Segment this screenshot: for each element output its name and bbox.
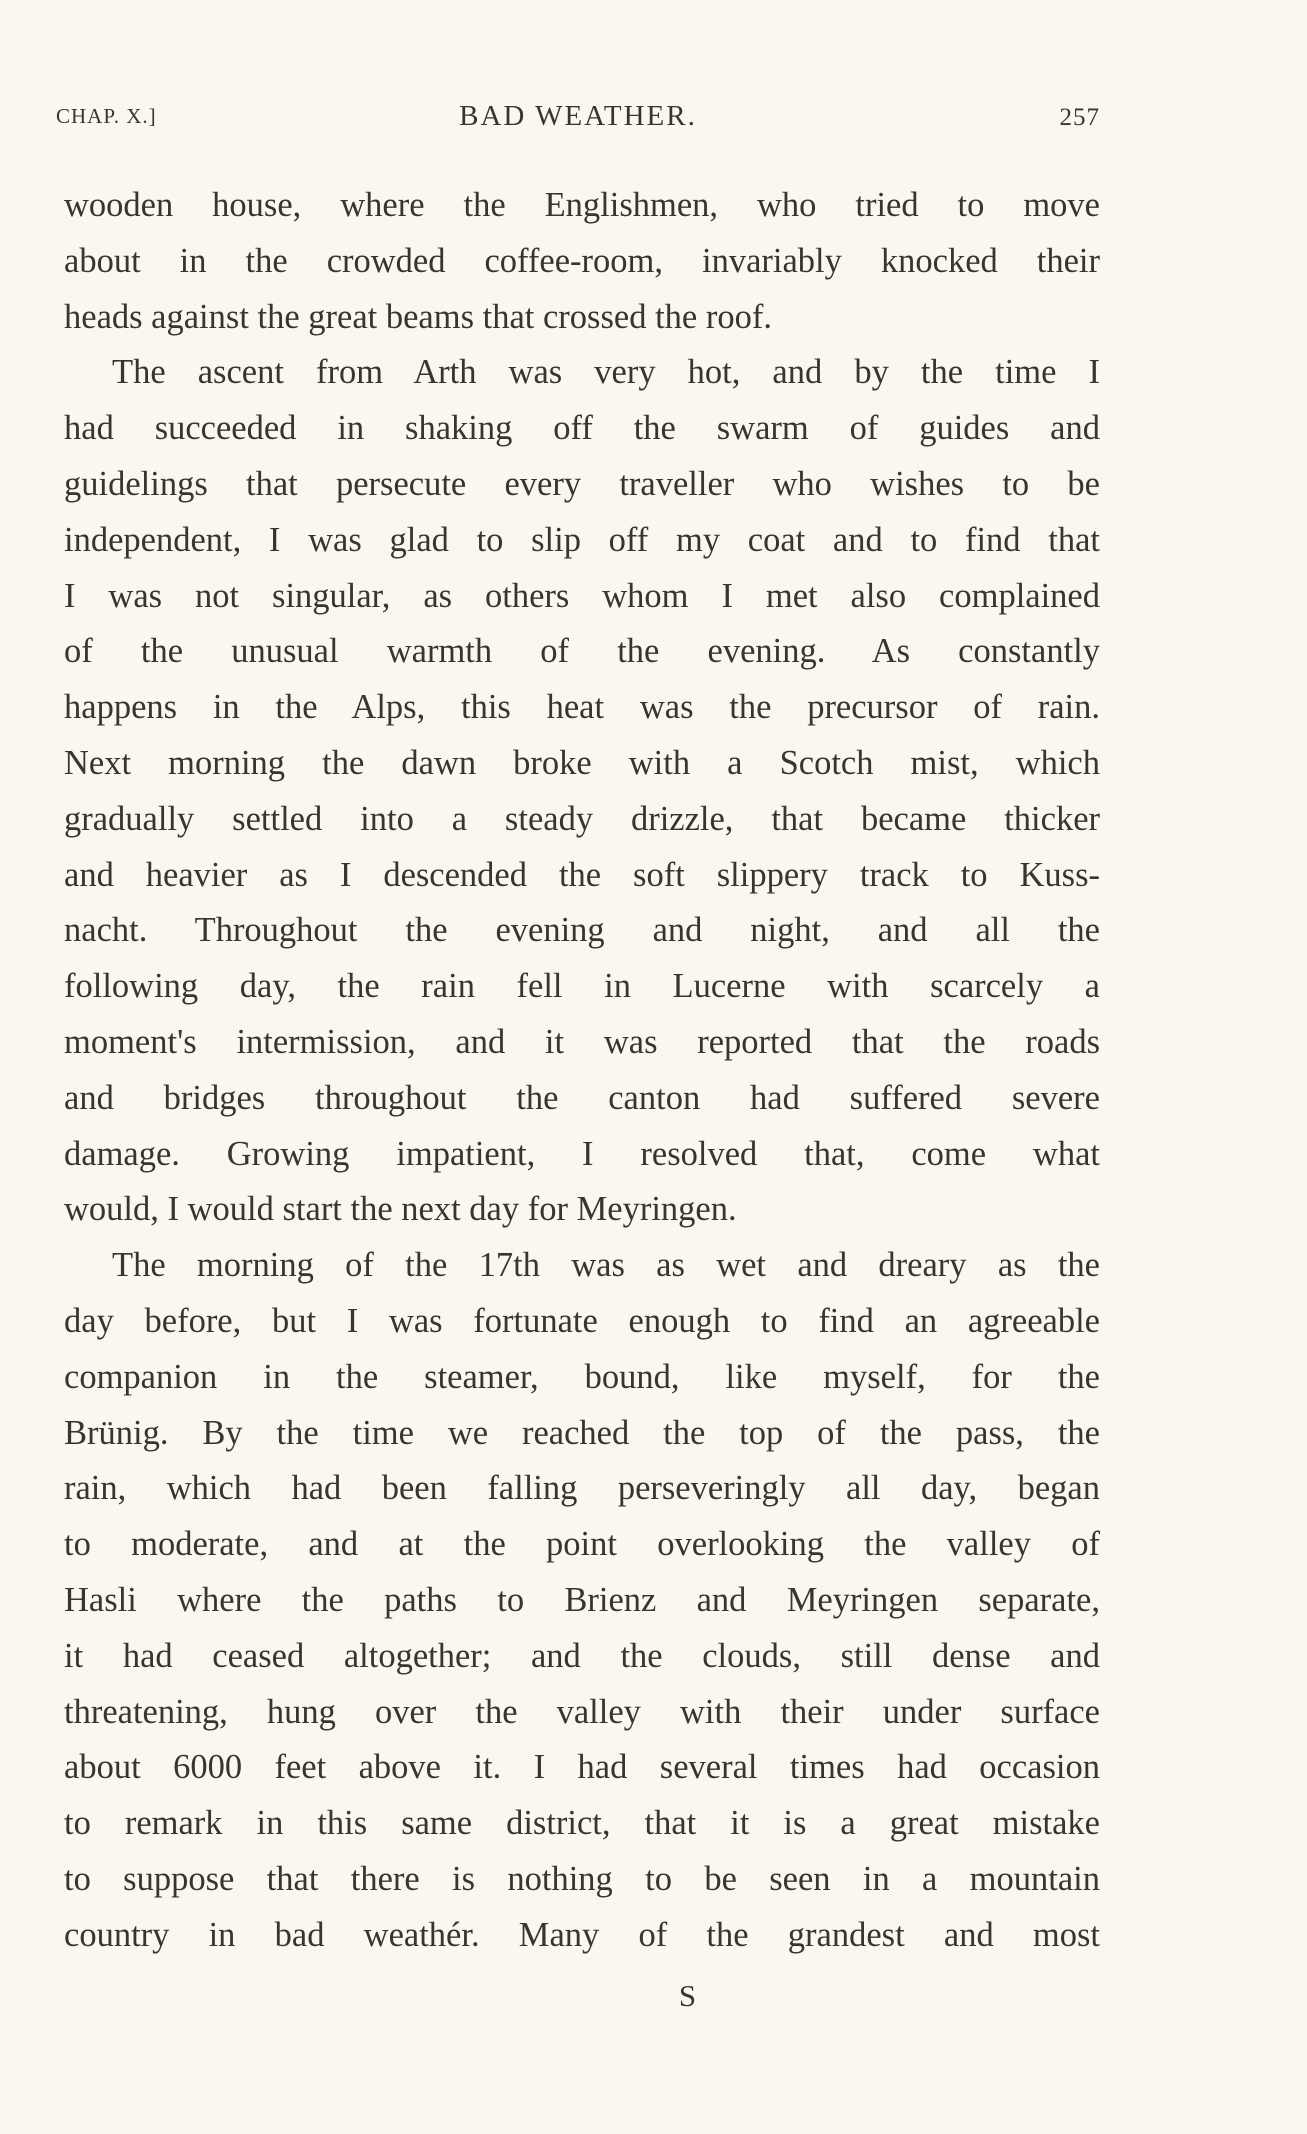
page-title: BAD WEATHER.	[459, 100, 697, 132]
text-line: moment's intermission, and it was reported that the roads	[64, 1022, 1100, 1061]
text-line: day before, but I was fortunate enough to find an agreeable	[64, 1301, 1100, 1340]
text-line: and heavier as I descended the soft slippery track to Kuss-	[64, 855, 1100, 894]
text-line: companion in the steamer, bound, like myself, for the	[64, 1357, 1100, 1396]
text-line: would, I would start the next day for Meyringen.	[64, 1190, 737, 1229]
text-line: nacht. Throughout the evening and night, and all the	[64, 911, 1100, 950]
text-line: Hasli where the paths to Brienz and Meyringen separate,	[64, 1580, 1100, 1619]
text-line: to moderate, and at the point overlooking the valley of	[64, 1525, 1100, 1564]
text-line: had succeeded in shaking off the swarm of guides and	[64, 409, 1100, 448]
text-line: to remark in this same district, that it is a great mistake	[64, 1804, 1100, 1843]
text-line: about 6000 feet above it. I had several times had occasion	[64, 1748, 1100, 1787]
text-line: Brünig. By the time we reached the top of the pass, the	[64, 1413, 1100, 1452]
text-line: happens in the Alps, this heat was the precursor of rain.	[64, 688, 1100, 727]
text-line: heads against the great beams that crossed the roof.	[64, 297, 772, 336]
text-line: and bridges throughout the canton had suffered severe	[64, 1078, 1100, 1117]
text-line: it had ceased altogether; and the clouds, still dense and	[64, 1636, 1100, 1675]
text-line: of the unusual warmth of the evening. As constantly	[64, 632, 1100, 671]
text-line: guidelings that persecute every traveller who wishes to be	[64, 464, 1100, 503]
text-line: threatening, hung over the valley with their under surface	[64, 1692, 1100, 1731]
text-line: gradually settled into a steady drizzle, that became thicker	[64, 799, 1100, 838]
text-line: The ascent from Arth was very hot, and by the time I	[112, 353, 1100, 392]
text-line: I was not singular, as others whom I met also complained	[64, 576, 1100, 615]
text-line: country in bad weathér. Many of the grandest and most	[64, 1915, 1100, 1954]
text-line: The morning of the 17th was as wet and dreary as the	[112, 1246, 1100, 1285]
signature-mark: S	[678, 1978, 699, 2013]
running-head	[56, 100, 1100, 140]
body-text	[64, 178, 1100, 1964]
chapter-label: CHAP. X.]	[56, 104, 157, 128]
text-line: Next morning the dawn broke with a Scotch mist, which	[64, 743, 1100, 782]
text-line: rain, which had been falling perseveringly all day, began	[64, 1469, 1100, 1508]
text-line: to suppose that there is nothing to be seen in a mountain	[64, 1859, 1100, 1898]
text-line: about in the crowded coffee-room, invariably knocked their	[64, 241, 1100, 280]
page-number: 257	[1059, 104, 1100, 131]
text-line: independent, I was glad to slip off my coat and to find that	[64, 520, 1100, 559]
text-line: following day, the rain fell in Lucerne with scarcely a	[64, 967, 1100, 1006]
text-line: damage. Growing impatient, I resolved that, come what	[64, 1134, 1100, 1173]
text-line: wooden house, where the Englishmen, who tried to move	[64, 186, 1100, 224]
